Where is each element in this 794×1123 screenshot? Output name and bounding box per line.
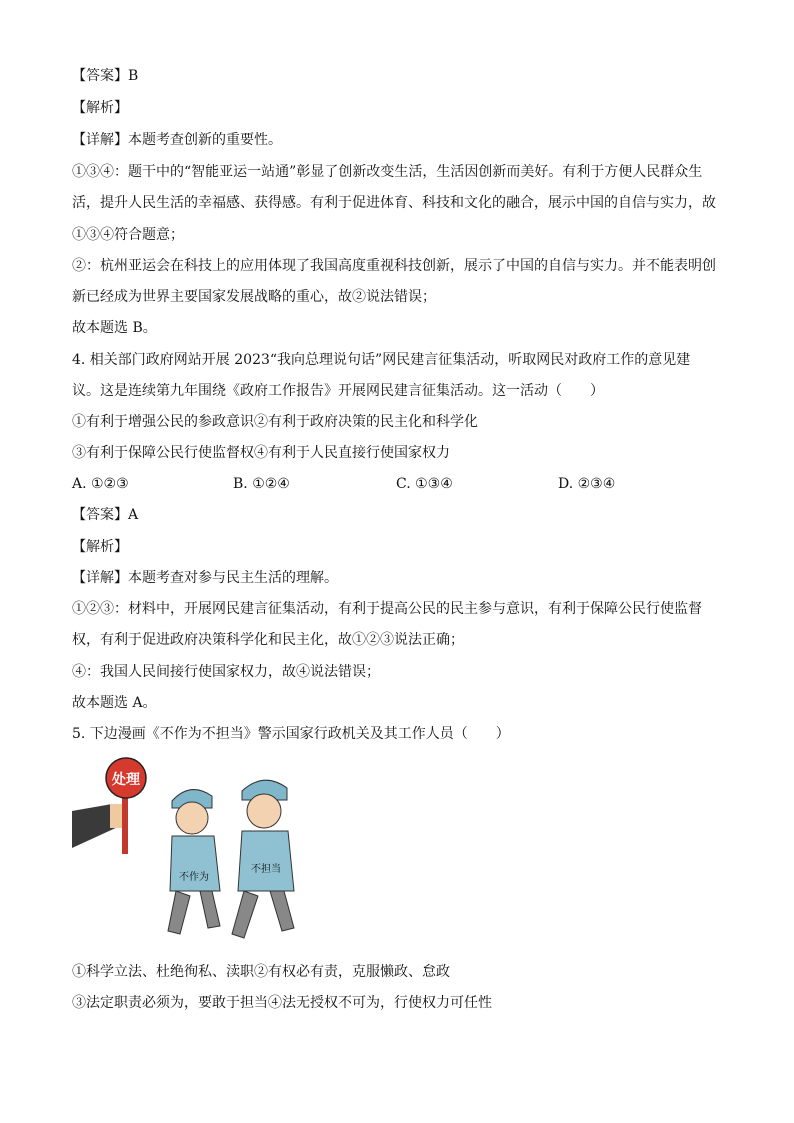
q4-conclusion: 故本题选 A。 [72, 695, 157, 711]
q3-explanation-line: ②：杭州亚运会在科技上的应用体现了我国高度重视科技创新，展示了中国的自信与实力。并不能表明创 [72, 258, 716, 274]
cartoon-figure-left [168, 790, 220, 934]
q4-statement-line: ③有利于保障公民行使监督权④有利于人民直接行使国家权力 [72, 445, 450, 461]
q3-analysis-label: 【解析】 [72, 100, 128, 116]
q3-explanation-line: 新已经成为世界主要国家发展战略的重心，故②说法错误； [72, 289, 436, 305]
q3-explanation-line: ①③④符合题意； [72, 227, 184, 243]
q4-explanation-line: ④：我国人民间接行使国家权力，故④说法错误； [72, 664, 380, 680]
q4-option-b: B. ①②④ [233, 476, 290, 492]
q4-option-c: C. ①③④ [396, 476, 453, 492]
q4-stem-line: 议。这是连续第九年围绕《政府工作报告》开展网民建言征集活动。这一活动（ ） [72, 383, 604, 399]
cartoon-figure-right [232, 780, 294, 938]
cartoon-label-left: 不作为 [179, 872, 209, 883]
q5-statement-line: ①科学立法、杜绝徇私、渎职②有权必有责，克服懒政、怠政 [72, 964, 450, 980]
q3-conclusion: 故本题选 B。 [72, 320, 157, 336]
cartoon-label-right: 不担当 [251, 864, 281, 875]
q4-analysis-label: 【解析】 [72, 539, 128, 555]
q3-explanation-line: 活，提升人民生活的幸福感、获得感。有利于促进体育、科技和文化的融合，展示中国的自信与实力，故 [72, 195, 716, 211]
q4-stem-line: 4. 相关部门政府网站开展 2023“我向总理说句话”网民建言征集活动，听取网民对政府工作的意见建 [72, 352, 691, 368]
cartoon-illustration [72, 756, 322, 946]
q4-answer: 【答案】A [72, 507, 139, 523]
q4-option-a: A. ①②③ [72, 476, 129, 492]
q5-stem: 5. 下边漫画《不作为不担当》警示国家行政机关及其工作人员（ ） [72, 726, 510, 742]
q3-explanation-line: ①③④：题干中的“智能亚运一站通”彰显了创新改变生活，生活因创新而美好。有利于方便人民群众生 [72, 164, 703, 180]
q4-explanation-line: ①②③：材料中，开展网民建言征集活动，有利于提高公民的民主参与意识，有利于保障公民行使监督 [72, 601, 702, 617]
q4-option-d: D. ②③④ [558, 476, 616, 492]
q3-detail: 【详解】本题考查创新的重要性。 [72, 132, 282, 148]
cartoon-sign-handle [122, 796, 128, 854]
q4-detail: 【详解】本题考查对参与民主生活的理解。 [72, 570, 338, 586]
q4-statement-line: ①有利于增强公民的参政意识②有利于政府决策的民主化和科学化 [72, 414, 478, 430]
q3-answer: 【答案】B [72, 68, 139, 84]
cartoon-hand [110, 804, 122, 828]
q5-statement-line: ③法定职责必须为，要敢于担当④法无授权不可为，行使权力可任性 [72, 995, 492, 1011]
q4-explanation-line: 权，有利于促进政府决策科学化和民主化，故①②③说法正确； [72, 632, 464, 648]
cartoon-sign-text: 处理 [112, 772, 140, 788]
